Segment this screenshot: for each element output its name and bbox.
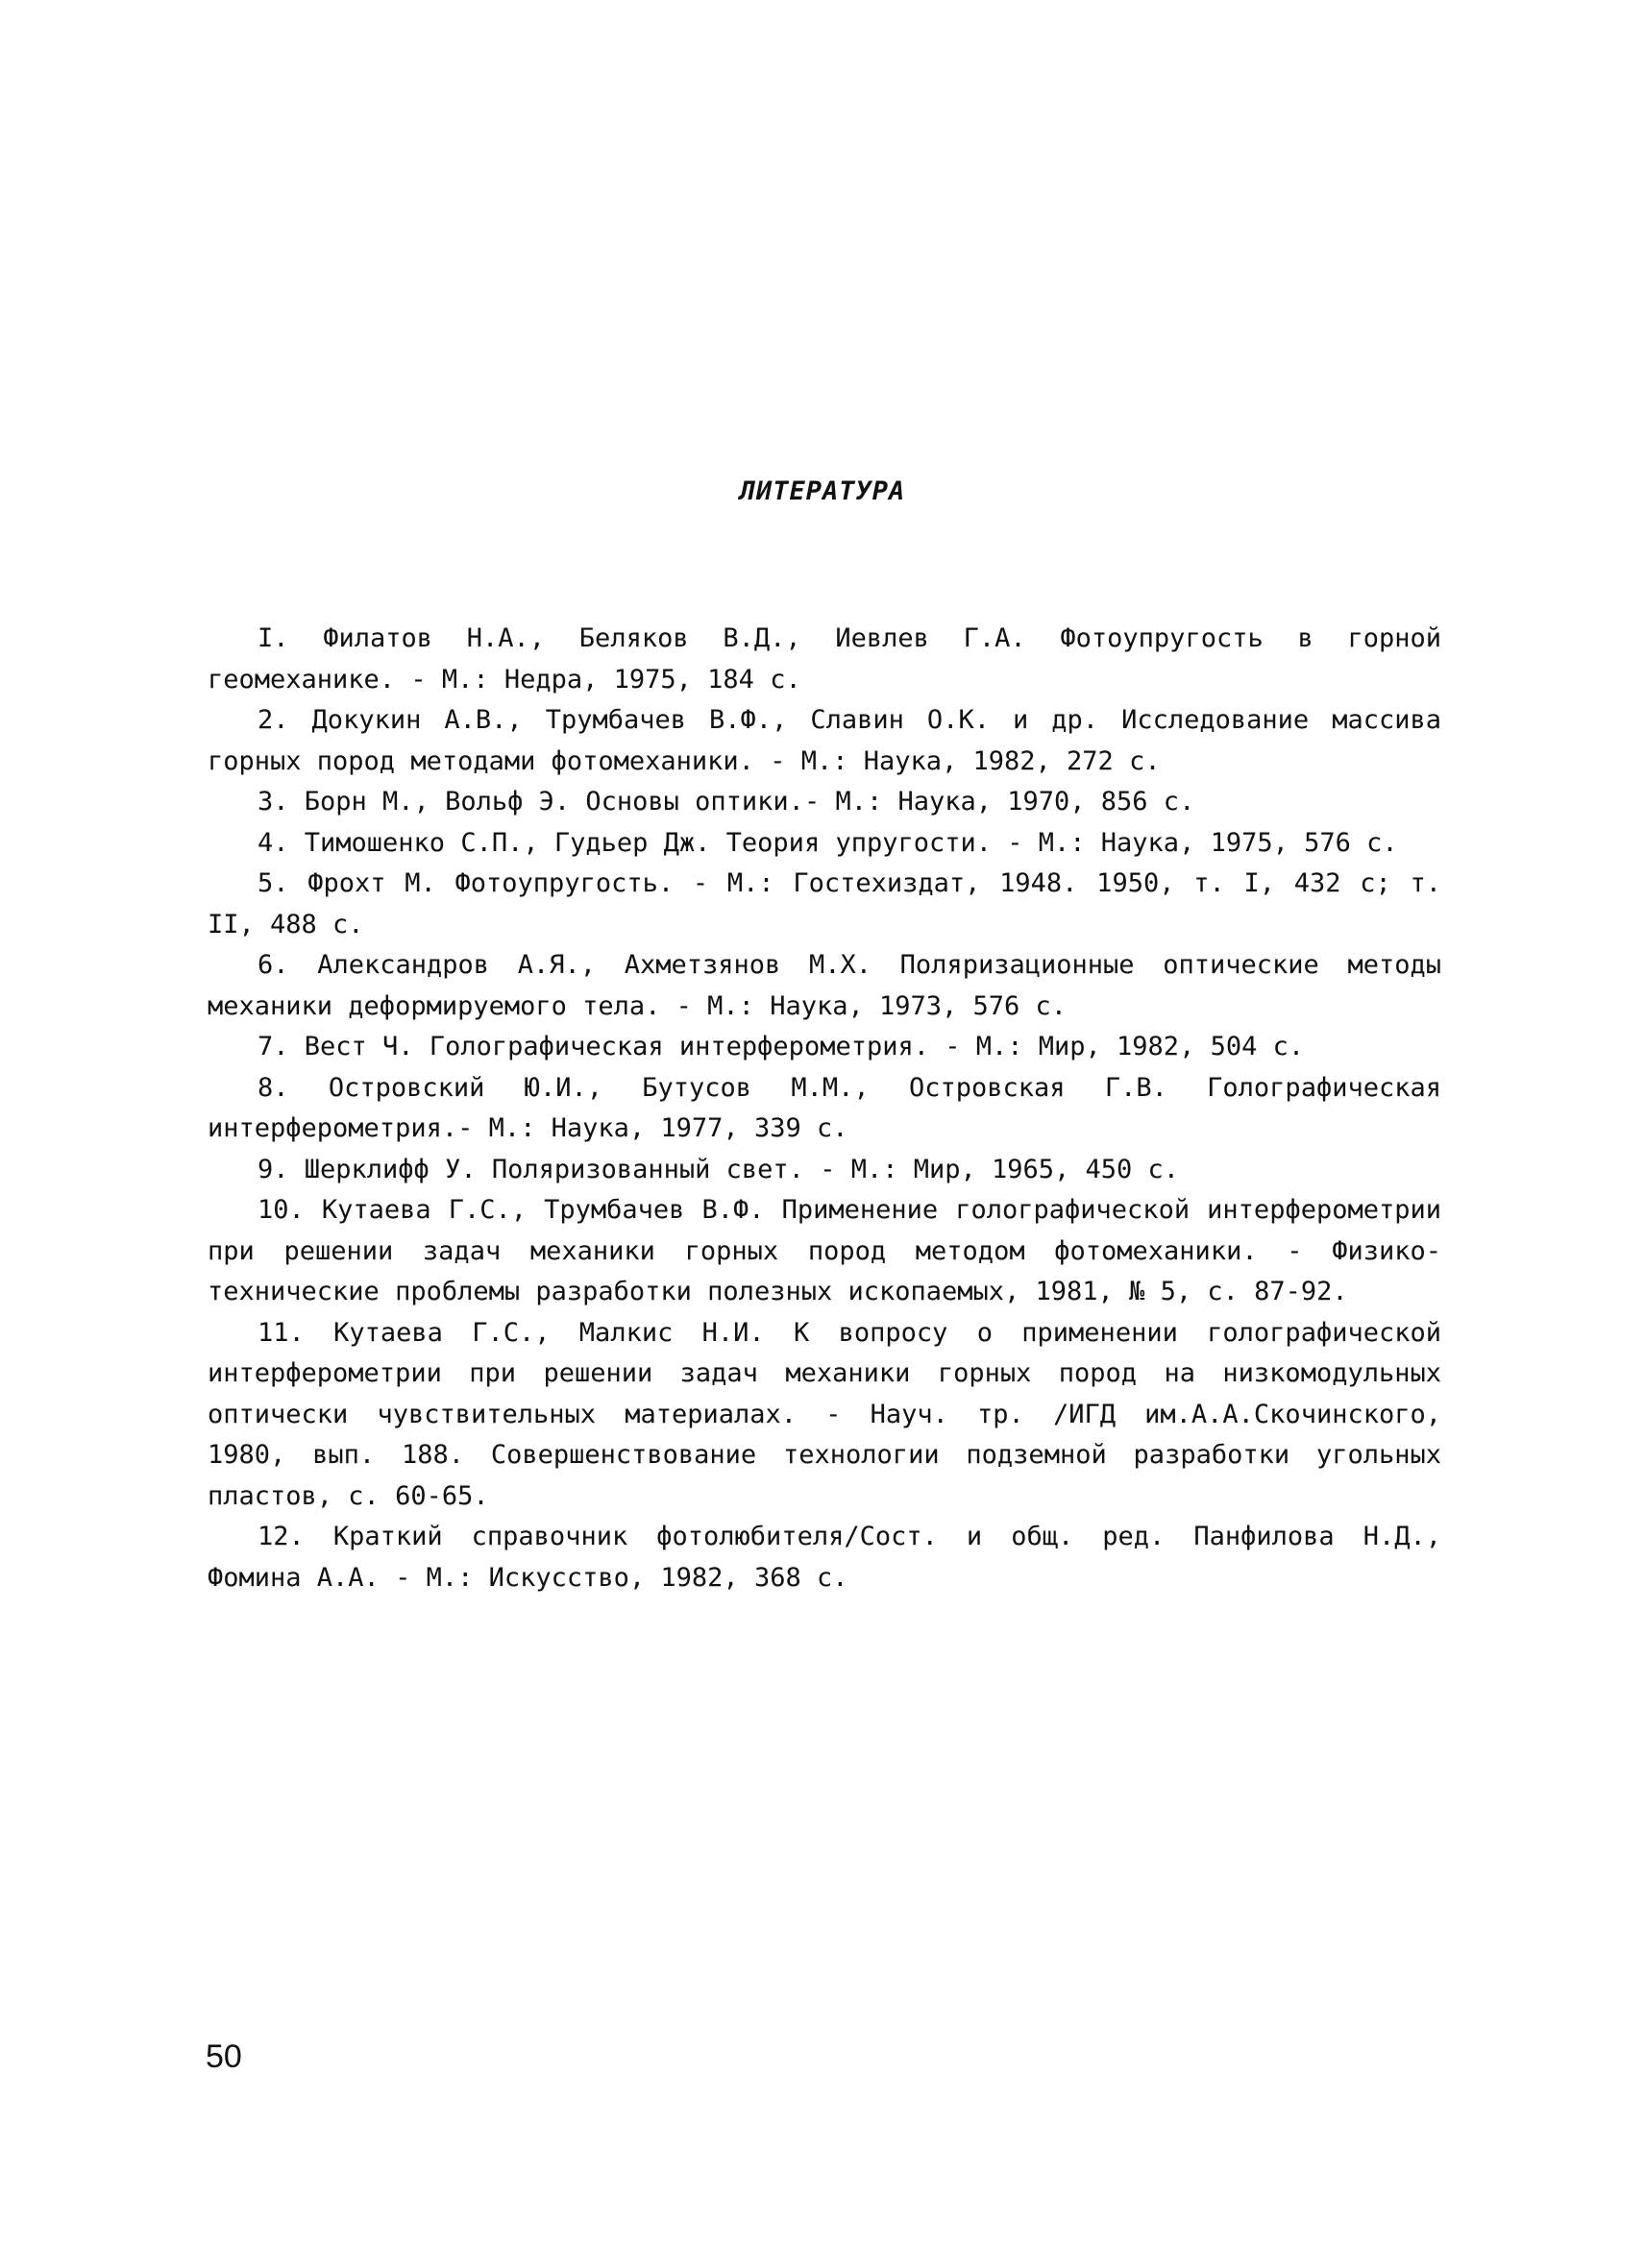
reference-item: 5. Фрохт М. Фотоупругость. - М.: Гостехиздат, 1948. 1950, т. I, 432 с; т. II, 488 с. xyxy=(208,868,1441,939)
reference-item: I. Филатов Н.А., Беляков В.Д., Иевлев Г.А. Фотоупругость в горной геомеханике. - М.: Недра, 1975, 184 с. xyxy=(208,623,1441,695)
reference-item: 4. Тимошенко С.П., Гудьер Дж. Теория упругости. - М.: Наука, 1975, 576 с. xyxy=(258,827,1398,858)
reference-item: 3. Борн М., Вольф Э. Основы оптики.- М.: Наука, 1970, 856 с. xyxy=(258,787,1195,817)
reference-item: 11. Кутаева Г.С., Малкис Н.И. К вопросу о применении голографической интерферометрии при решении задач механики горных пород на низкомодульных оптически чувствительных материалах. - Науч. тр. /ИГД им.А.А.Скочинского, 1980, вып. 188. Совершенствование технологии подземной разработки угольных пластов, с. 60-65. xyxy=(208,1317,1441,1511)
reference-item: 7. Вест Ч. Голографическая интерферометрия. - М.: Мир, 1982, 504 с. xyxy=(258,1032,1305,1061)
reference-item: 12. Краткий справочник фотолюбителя/Сост. и общ. ред. Панфилова Н.Д., Фомина А.А. - М.: Искусство, 1982, 368 с. xyxy=(208,1522,1441,1593)
page-title: ЛИТЕРАТУРА xyxy=(739,476,906,506)
reference-item: 10. Кутаева Г.С., Трумбачев В.Ф. Применение голографической интерферометрии при решении задач механики горных пород методом фотомеханики. - Физико-технические проблемы разработки полезных ископаемых, 1981, № 5, с. 87-92. xyxy=(208,1195,1441,1306)
reference-item: 8. Островский Ю.И., Бутусов М.М., Островская Г.В. Голографическая интерферометрия.- М.: Наука, 1977, 339 с. xyxy=(208,1072,1441,1143)
reference-list xyxy=(208,619,1441,1598)
reference-item: 6. Александров А.Я., Ахметзянов М.Х. Поляризационные оптические методы механики деформируемого тела. - М.: Наука, 1973, 576 с. xyxy=(208,950,1441,1021)
reference-item: 9. Шерклифф У. Поляризованный свет. - М.: Мир, 1965, 450 с. xyxy=(258,1154,1180,1184)
page-number: 50 xyxy=(206,2038,242,2075)
reference-item: 2. Докукин А.В., Трумбачев В.Ф., Славин О.К. и др. Исследование массива горных пород методами фотомеханики. - М.: Наука, 1982, 272 с. xyxy=(208,705,1441,776)
